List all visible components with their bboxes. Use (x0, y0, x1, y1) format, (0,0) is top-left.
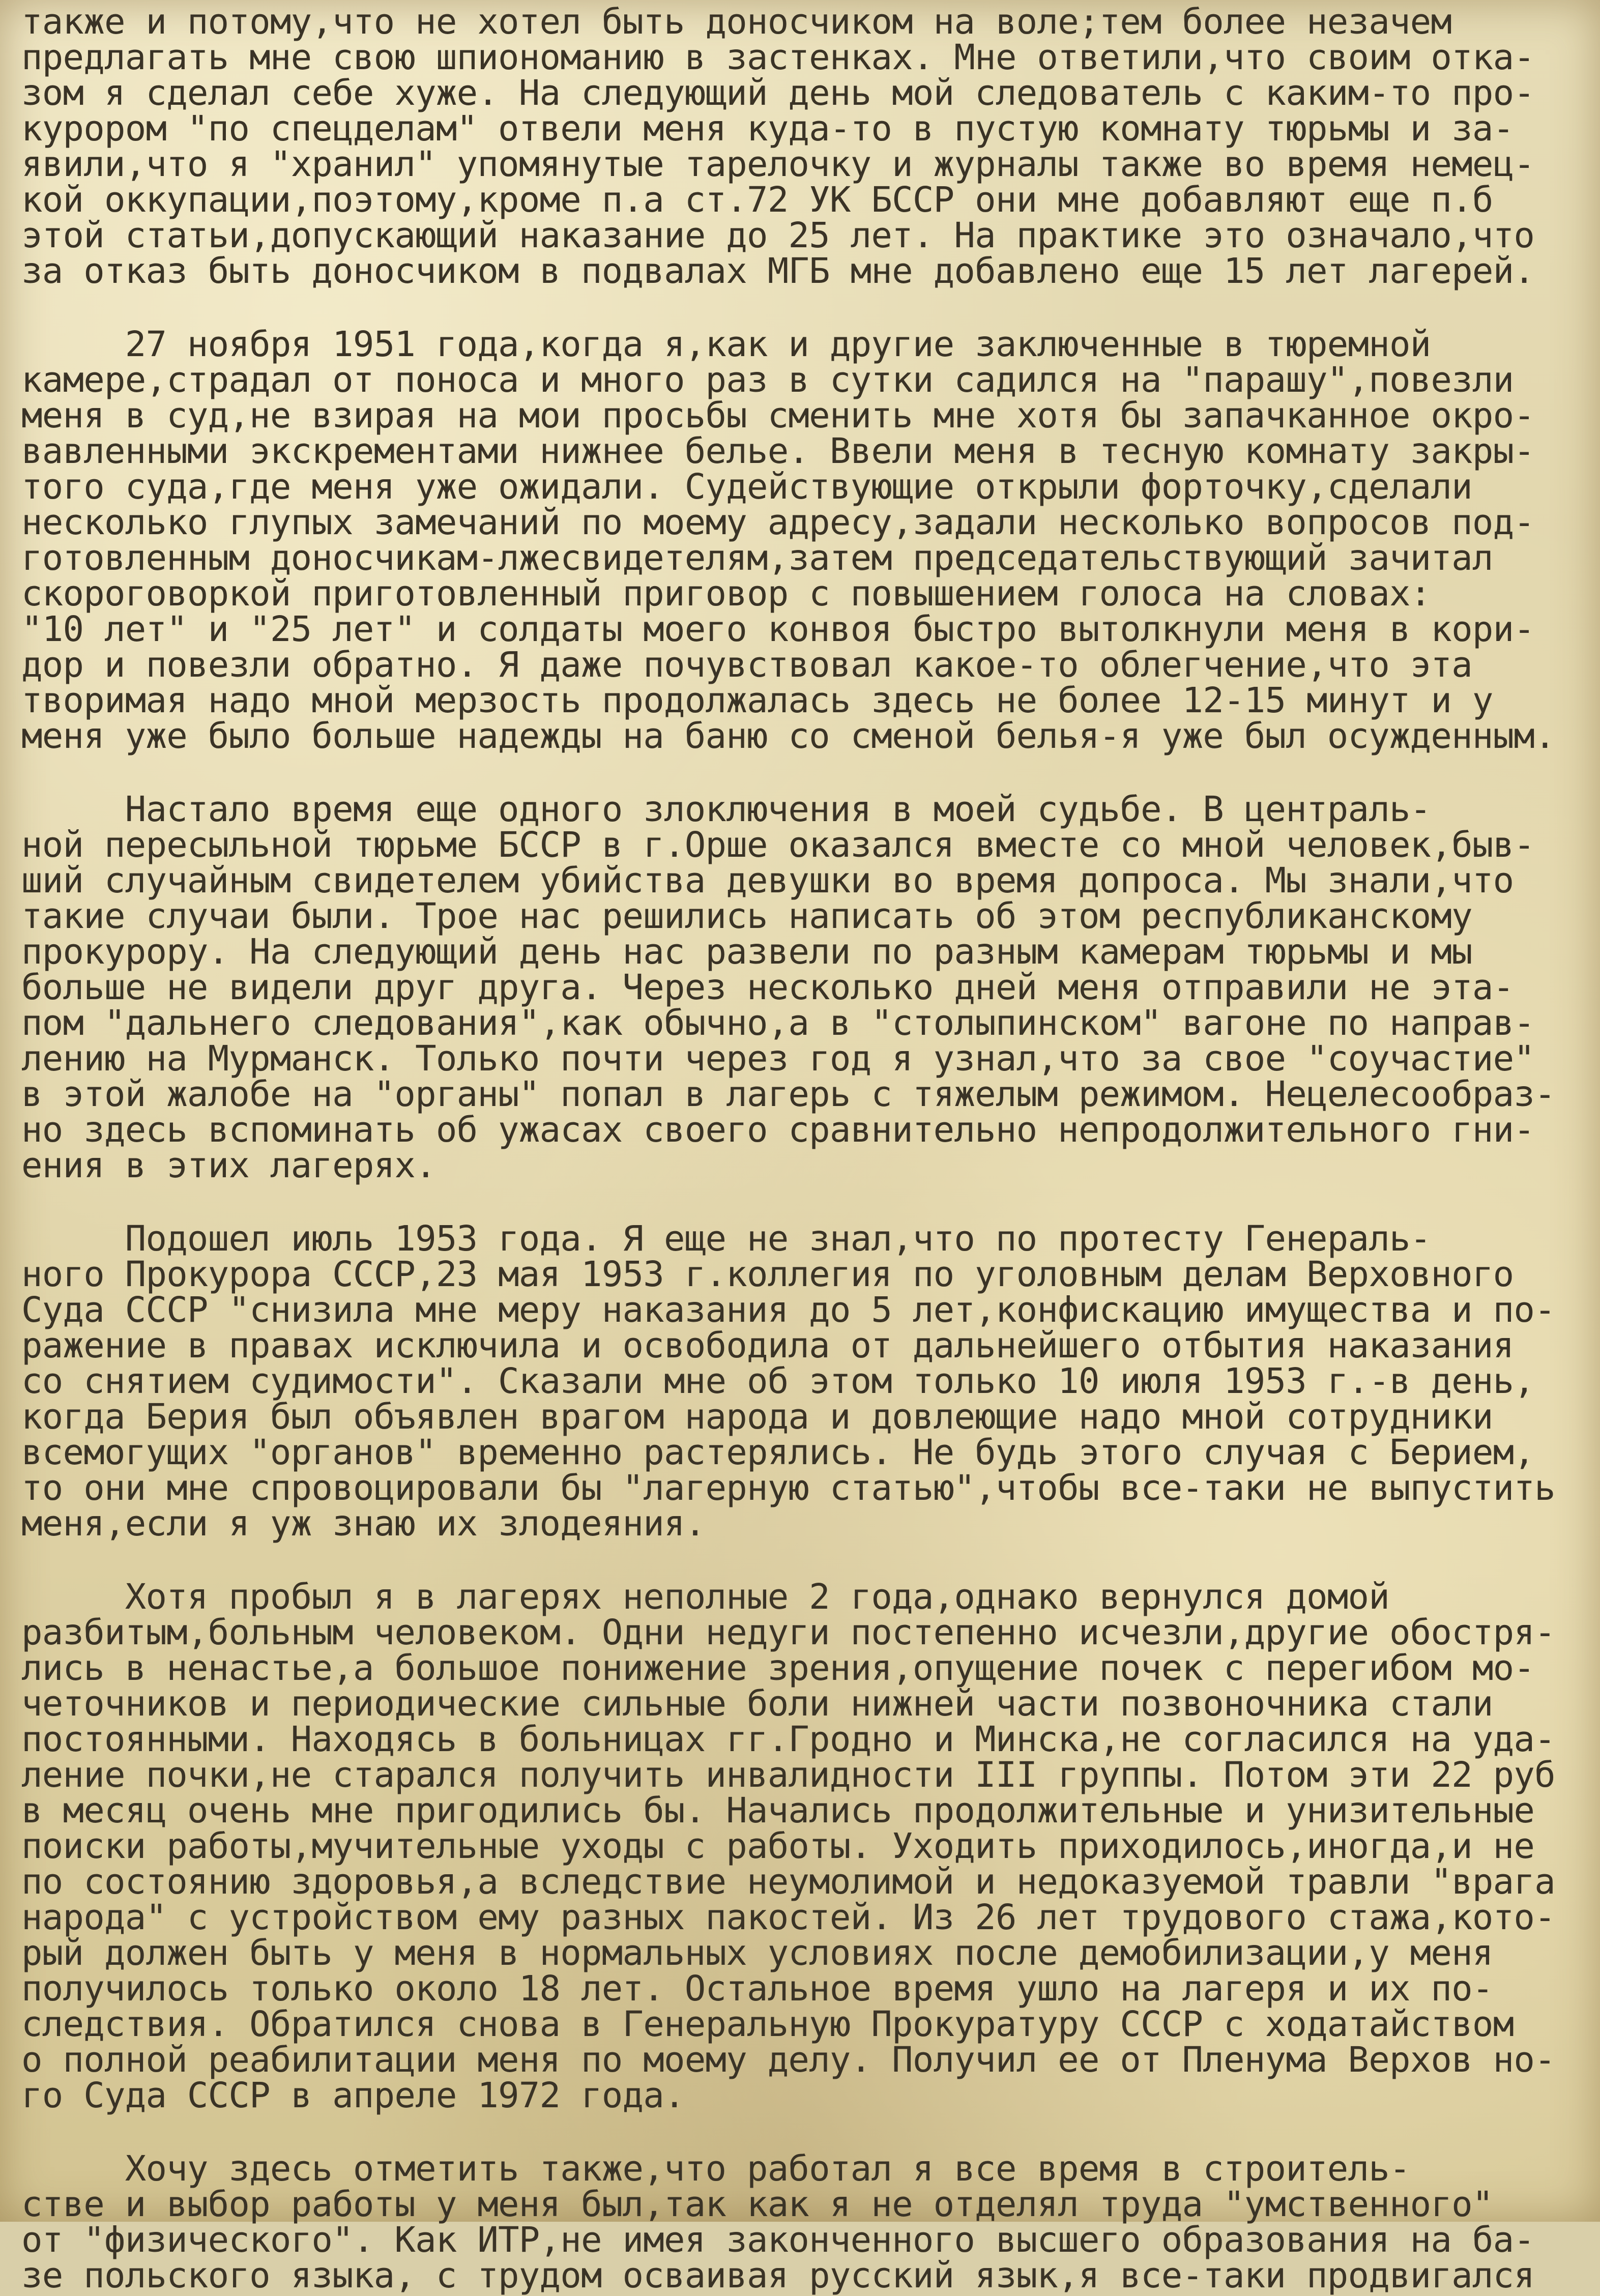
text-line: когда Берия был объявлен врагом народа и довлеющие надо мной сотрудники (21, 1397, 1493, 1437)
text-line: "10 лет" и "25 лет" и солдаты моего конвоя быстро вытолкнули меня в кори- (21, 609, 1535, 650)
text-line: в месяц очень мне пригодились бы. Начались продолжительные и унизительные (21, 1790, 1535, 1831)
text-line: Хочу здесь отметить также,что работал я все время в строитель- (21, 2148, 1410, 2189)
text-line: вавленными экскрементами нижнее белье. Ввели меня в тесную комнату закры- (21, 431, 1535, 472)
text-line: поиски работы,мучительные уходы с работы. Уходить приходилось,иногда,и не (21, 1826, 1535, 1867)
text-line: народа" с устройством ему разных пакостей. Из 26 лет трудового стажа,кото- (21, 1897, 1555, 1938)
text-line: получилось только около 18 лет. Остальное время ушло на лагеря и их по- (21, 1968, 1493, 2009)
text-line: курором "по спецделам" отвели меня куда-то в пустую комнату тюрьмы и за- (21, 108, 1514, 149)
text-line: ление почки,не старался получить инвалидности III группы. Потом эти 22 руб (21, 1755, 1555, 1795)
text-line: камере,страдал от поноса и много раз в сутки садился на "парашу",повезли (21, 360, 1514, 400)
text-line: ражение в правах исключила и освободила от дальнейшего отбытия наказания (21, 1325, 1514, 1366)
text-line: пом "дальнего следования",как обычно,а в "столыпинском" вагоне по направ- (21, 1003, 1535, 1043)
text-line: ного Прокурора СССР,23 мая 1953 г.коллегия по уголовным делам Верховного (21, 1254, 1514, 1295)
text-line: больше не видели друг друга. Через несколько дней меня отправили не эта- (21, 967, 1514, 1008)
paragraph (21, 2, 1578, 292)
text-line: в этой жалобе на "органы" попал в лагерь с тяжелым режимом. Нецелесообраз- (21, 1074, 1555, 1115)
text-line: скороговоркой приготовленный приговор с повышением голоса на словах: (21, 573, 1431, 614)
text-line: также и потому,что не хотел быть доносчиком на воле;тем более незачем (21, 2, 1452, 42)
text-line: прокурору. На следующий день нас развели по разным камерам тюрьмы и мы (21, 932, 1472, 972)
text-line: кой оккупации,поэтому,кроме п.а ст.72 УК БССР они мне добавляют еще п.б (21, 180, 1493, 220)
text-line: следствия. Обратился снова в Генеральную Прокуратуру СССР с ходатайством (21, 2004, 1514, 2045)
text-line: предлагать мне свою шпиономанию в застенках. Мне ответили,что своим отка- (21, 37, 1535, 78)
text-line: лись в ненастье,а большое понижение зрения,опущение почек с перегибом мо- (21, 1648, 1535, 1689)
text-line: меня,если я уж знаю их злодеяния. (21, 1503, 706, 1544)
text-line: постоянными. Находясь в больницах гг.Гродно и Минска,не согласился на уда- (21, 1719, 1555, 1760)
text-line: рый должен быть у меня в нормальных условиях после демобилизации,у меня (21, 1933, 1493, 1973)
text-line: го Суда СССР в апреле 1972 года. (21, 2075, 685, 2116)
text-line: лению на Мурманск. Только почти через год я узнал,что за свое "соучастие" (21, 1038, 1535, 1079)
text-line: несколько глупых замечаний по моему адресу,задали несколько вопросов под- (21, 502, 1535, 543)
text-line: Суда СССР "снизила мне меру наказания до 5 лет,конфискацию имущества и по- (21, 1290, 1555, 1330)
text-line: такие случаи были. Трое нас решились написать об этом республиканскому (21, 896, 1472, 937)
text-line: Настало время еще одного злоключения в моей судьбе. В централь- (21, 789, 1431, 830)
text-line: зом я сделал себе хуже. На следующий день мой следователь с каким-то про- (21, 73, 1535, 113)
text-line: меня уже было больше надежды на баню со сменой белья-я уже был осужденным. (21, 716, 1555, 757)
text-line: стве и выбор работы у меня был,так как я не отделял труда "умственного" (21, 2184, 1493, 2225)
paragraph (21, 1218, 1578, 1544)
paragraph (21, 2148, 1578, 2296)
text-line: о полной реабилитации меня по моему делу. Получил ее от Пленума Верхов но- (21, 2040, 1555, 2080)
text-line: ной пересыльной тюрьме БССР в г.Орше оказался вместе со мной человек,быв- (21, 825, 1535, 865)
typed-text-body (21, 2, 1578, 2296)
text-line: ший случайным свидетелем убийства девушки во время допроса. Мы знали,что (21, 860, 1514, 901)
paragraph (21, 789, 1578, 1186)
text-line: явили,что я "хранил" упомянутые тарелочку и журналы также во время немец- (21, 144, 1535, 185)
text-line: этой статьи,допускающий наказание до 25 лет. На практике это означало,что (21, 215, 1535, 256)
text-line: меня в суд,не взирая на мои просьбы сменить мне хотя бы запачканное окро- (21, 395, 1535, 436)
text-line: Хотя пробыл я в лагерях неполные 2 года,однако вернулся домой (21, 1577, 1389, 1617)
text-line: дор и повезли обратно. Я даже почувствовал какое-то облегчение,что эта (21, 645, 1472, 685)
text-line: по состоянию здоровья,а вследствие неумолимой и недоказуемой травли "врага (21, 1862, 1555, 1902)
text-line: то они мне спровоцировали бы "лагерную статью",чтобы все-таки не выпустить (21, 1468, 1555, 1508)
text-line: творимая надо мной мерзость продолжалась здесь не более 12-15 минут и у (21, 680, 1493, 721)
text-line: зе польского языка, с трудом осваивая русский язык,я все-таки продвигался (21, 2255, 1535, 2296)
text-line: от "физического". Как ИТР,не имея законченного высшего образования на ба- (21, 2220, 1535, 2260)
text-line: того суда,где меня уже ожидали. Судействующие открыли форточку,сделали (21, 467, 1472, 507)
paragraph (21, 1577, 1578, 2116)
text-line: Подошел июль 1953 года. Я еще не знал,что по протесту Генераль- (21, 1218, 1431, 1259)
text-line: четочников и периодические сильные боли нижней части позвоночника стали (21, 1683, 1493, 1724)
text-line: разбитым,больным человеком. Одни недуги постепенно исчезли,другие обостря- (21, 1612, 1555, 1653)
text-line: ения в этих лагерях. (21, 1145, 436, 1186)
text-line: за отказ быть доносчиком в подвалах МГБ мне добавлено еще 15 лет лагерей. (21, 251, 1535, 292)
text-line: 27 ноября 1951 года,когда я,как и другие заключенные в тюремной (21, 324, 1431, 365)
text-line: всемогущих "органов" временно растерялись. Не будь этого случая с Берием, (21, 1432, 1535, 1473)
paragraph (21, 324, 1578, 757)
text-line: готовленным доносчикам-лжесвидетелям,затем председательствующий зачитал (21, 538, 1493, 578)
text-line: со снятием судимости". Сказали мне об этом только 10 июля 1953 г.-в день, (21, 1361, 1535, 1402)
text-line: но здесь вспоминать об ужасах своего сравнительно непродолжительного гни- (21, 1110, 1535, 1150)
